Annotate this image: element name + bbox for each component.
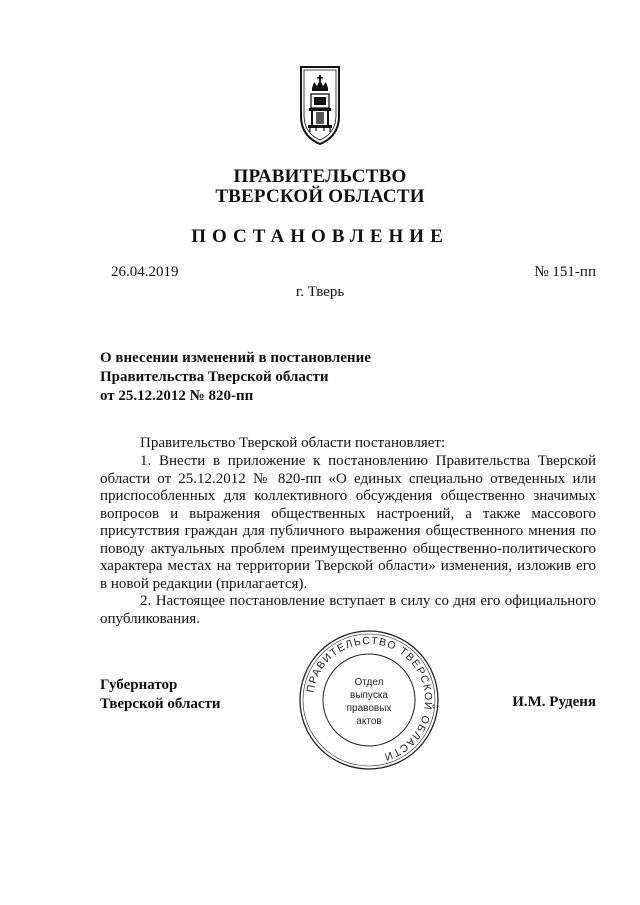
resolution-item-2: 2. Настоящее постановление вступает в силу со дня его официального опубликования.	[100, 593, 596, 627]
signer-name: И.М. Руденя	[512, 694, 596, 710]
subject-line: О внесении изменений в постановление	[100, 350, 371, 366]
official-stamp	[298, 629, 440, 771]
stamp-center-line: правовых	[346, 703, 392, 714]
signer-position-line: Тверской области	[100, 696, 221, 712]
document-date: 26.04.2019	[111, 264, 179, 280]
document-type-title: ПОСТАНОВЛЕНИЕ	[191, 226, 449, 247]
subject-line: Правительства Тверской области	[100, 369, 329, 385]
stamp-center-line: актов	[356, 716, 382, 727]
signer-position-line: Губернатор	[100, 677, 178, 693]
document-subject	[100, 349, 420, 406]
subject-line: от 25.12.2012 № 820-пп	[100, 388, 254, 404]
document-number: № 151-пп	[534, 264, 596, 280]
stamp-center-line: выпуска	[350, 690, 388, 701]
stamp-center-line: Отдел	[354, 677, 384, 688]
resolution-item-1: 1. Внести в приложение к постановлению Правительства Тверской области от 25.12.2012 № 820-пп «О единых специально отведенных или приспособленных для коллективного обсуждения общественно значимых вопросов и выражения общественных настроений, а также массового присутствия граждан для публичного выражения общественного мнения по поводу актуальных проблем преимущественно общественно-политического характера местах на территории Тверской области» изменения, изложив его в новой редакции (прилагается).	[100, 453, 596, 592]
resolution-intro: Правительство Тверской области постановляет:	[140, 435, 446, 451]
stamp-ring-text: ПРАВИТЕЛЬСТВО ТВЕРСКОЙ ОБЛАСТИ	[304, 634, 435, 763]
document-city: г. Тверь	[295, 284, 345, 300]
government-name-line1: ПРАВИТЕЛЬСТВО	[233, 166, 407, 187]
government-name-line2: ТВЕРСКОЙ ОБЛАСТИ	[215, 186, 425, 207]
signer-position	[100, 676, 221, 714]
coat-of-arms-icon	[298, 64, 342, 146]
